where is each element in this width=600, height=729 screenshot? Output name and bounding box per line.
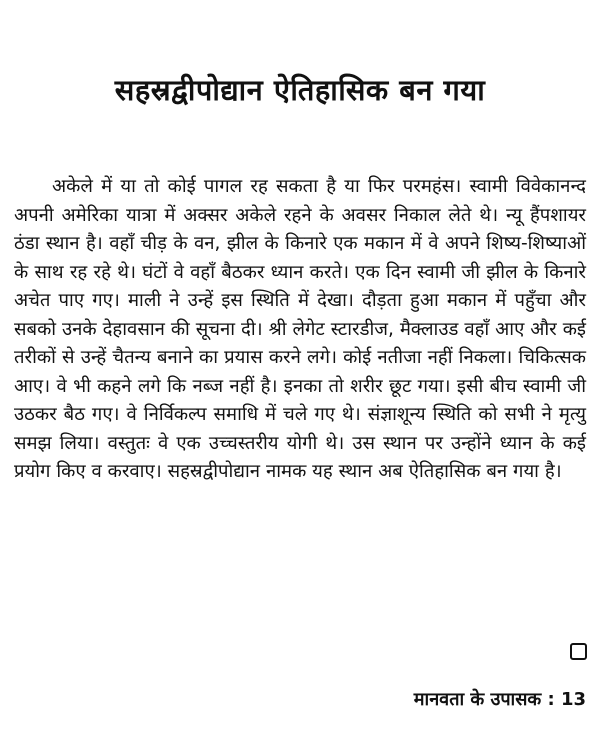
- body-paragraph: अकेले में या तो कोई पागल रह सकता है या फिर परमहंस। स्वामी विवेकानन्द अपनी अमेरिका यात्रा में अक्सर अकेले रहने के अवसर निकाल लेते थे। न्यू हैंपशायर ठंडा स्थान है। वहाँ चीड़ के वन, झील के किनारे एक मकान में वे अपने शिष्य-शिष्याओं के साथ रह रहे थे। घंटों वे वहाँ बैठकर ध्यान करते। एक दिन स्वामी जी झील के किनारे अचेत पाए गए। माली ने उन्हें इस स्थिति में देखा। दौड़ता हुआ मकान में पहुँचा और सबको उनके देहावसान की सूचना दी। श्री लेगेट स्टारडीज, मैक्लाउड वहाँ आए और कई तरीकों से उन्हें चैतन्य बनाने का प्रयास करने लगे। कोई नतीजा नहीं निकला। चिकित्सक आए। वे भी कहने लगे कि नब्ज नहीं है। इनका तो शरीर छूट गया। इसी बीच स्वामी जी उठकर बैठ गए। वे निर्विकल्प समाधि में चले गए थे। संज्ञाशून्य स्थिति को सभी ने मृत्यु समझ लिया। वस्तुतः वे एक उच्चस्तरीय योगी थे। उस स्थान पर उन्होंने ध्यान के कई प्रयोग किए व करवाए। सहस्रद्वीपोद्यान नामक यह स्थान अब ऐतिहासिक बन गया है।: [14, 176, 586, 482]
- page-footer: मानवता के उपासक : 13: [413, 689, 586, 710]
- end-of-article-square-icon: [570, 643, 587, 660]
- page-title: सहस्रद्वीपोद्यान ऐतिहासिक बन गया: [114, 73, 486, 107]
